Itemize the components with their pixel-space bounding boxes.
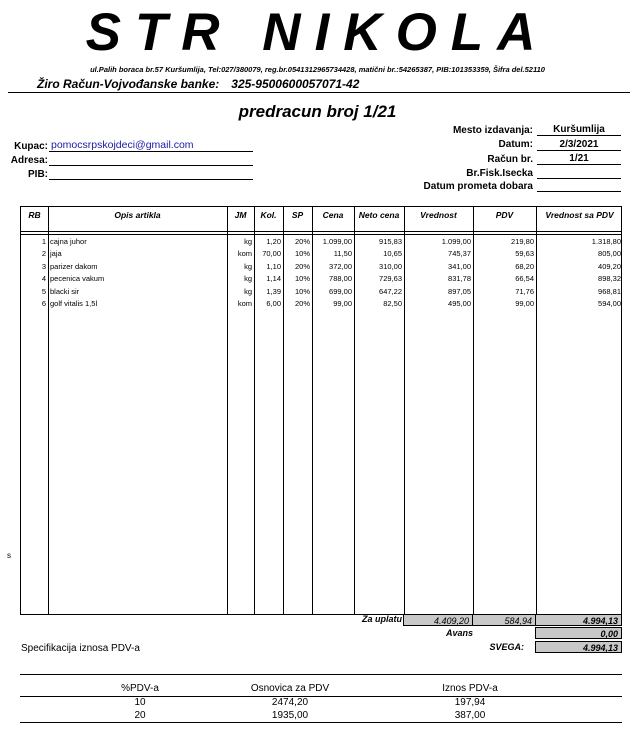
total-vrednost: 4.409,20 <box>403 614 473 626</box>
cell-rb: 4 <box>41 274 46 284</box>
company-name: STR NIKOLA <box>85 3 550 62</box>
mesto-value: Kuršumlija <box>537 124 621 136</box>
spec-top-rule <box>20 674 622 675</box>
cell-rb: 6 <box>41 299 46 308</box>
col-header-cena: Cena <box>322 210 344 220</box>
side-mark: s <box>7 551 11 560</box>
cell-vsp: 409,20 <box>598 261 621 271</box>
cell-sp: 10% <box>294 286 310 296</box>
col-header-rb: RB <box>28 210 41 220</box>
cell-kol: 70,00 <box>262 249 281 259</box>
spec-cell: 2474,20 <box>271 697 309 708</box>
cell-kol: 1,14 <box>266 274 281 284</box>
cell-opis: jaja <box>50 249 62 259</box>
cell-cena: 699,00 <box>329 286 352 296</box>
spec-header-osnovica: Osnovica za PDV <box>250 683 330 694</box>
col-header-sp: SP <box>291 210 304 220</box>
cell-sp: 20% <box>294 299 310 308</box>
adresa-label: Adresa: <box>10 155 48 166</box>
racun-value: 1/21 <box>537 153 621 165</box>
pib-line <box>49 179 253 180</box>
cell-kol: 6,00 <box>266 299 281 308</box>
cell-pdv: 99,00 <box>515 299 534 308</box>
cell-vsp: 594,00 <box>598 299 621 308</box>
cell-vrednost: 831,78 <box>448 274 471 284</box>
cell-sp: 10% <box>294 249 310 259</box>
cell-neto: 915,83 <box>379 237 402 246</box>
cell-opis: golf vitalis 1,5l <box>50 299 98 308</box>
total-ukupno: 4.994,13 <box>535 614 622 626</box>
spec-header-iznos: Iznos PDV-a <box>442 683 498 694</box>
cell-vrednost: 897,05 <box>448 286 471 296</box>
racun-label: Račun br. <box>487 154 533 165</box>
promet-label: Datum prometa dobara <box>423 181 533 192</box>
cell-pdv: 59,63 <box>515 249 534 259</box>
spec-cell: 387,00 <box>454 710 486 721</box>
cell-jm: kom <box>237 299 252 308</box>
cell-pdv: 66,54 <box>515 274 534 284</box>
cell-sp: 20% <box>294 237 310 246</box>
cell-pdv: 68,20 <box>515 261 534 271</box>
items-table <box>20 206 622 615</box>
cell-pdv: 71,76 <box>515 286 534 296</box>
cell-neto: 10,65 <box>383 249 402 259</box>
kupac-email[interactable]: pomocsrpskojdeci@gmail.com <box>51 139 194 151</box>
spec-title: Specifikacija iznosa PDV-a <box>21 643 140 654</box>
cell-neto: 647,22 <box>379 286 402 296</box>
cell-vrednost: 495,00 <box>448 299 471 308</box>
adresa-line <box>49 165 253 166</box>
cell-pdv: 219,80 <box>511 237 534 246</box>
spec-bottom-rule <box>20 722 622 723</box>
cell-opis: cajna juhor <box>50 237 87 246</box>
cell-rb: 2 <box>41 249 46 259</box>
cell-rb: 5 <box>41 286 46 296</box>
col-header-kol: Kol. <box>260 210 277 220</box>
svega-value: 4.994,13 <box>535 641 622 653</box>
cell-jm: kg <box>244 237 252 246</box>
cell-neto: 729,63 <box>379 274 402 284</box>
cell-neto: 82,50 <box>383 299 402 308</box>
pib-label: PIB: <box>28 169 48 180</box>
cell-sp: 20% <box>294 261 310 271</box>
bank-account: 325-9500600057071-42 <box>231 77 360 91</box>
kupac-line <box>49 151 253 152</box>
cell-vsp: 968,81 <box>598 286 621 296</box>
company-address: ul.Palih boraca br.57 Kuršumlija, Tel:027/380079, reg.br.0541312965734428, matični br.:54265387, PIB:101353359, Šifra del.52110 <box>90 65 545 74</box>
datum-label: Datum: <box>498 139 533 150</box>
total-pdv: 584,94 <box>472 614 536 626</box>
cell-opis: pecenica vakum <box>50 274 105 284</box>
spec-cell: 10 <box>134 697 146 708</box>
cell-opis: parizer dakom <box>50 261 98 271</box>
promet-line <box>537 191 621 192</box>
col-header-opis: Opis artikla <box>114 210 161 220</box>
cell-jm: kg <box>244 286 252 296</box>
cell-kol: 1,20 <box>266 237 281 246</box>
cell-cena: 99,00 <box>333 299 352 308</box>
fisk-line <box>537 178 621 179</box>
za-uplatu-label: Za uplatu <box>362 614 402 624</box>
fisk-label: Br.Fisk.Isecka <box>466 168 533 179</box>
col-header-vrednost: Vrednost <box>420 210 457 220</box>
col-header-jm: JM <box>234 210 247 220</box>
cell-vsp: 898,32 <box>598 274 621 284</box>
cell-vsp: 805,00 <box>598 249 621 259</box>
cell-rb: 1 <box>41 237 46 246</box>
cell-cena: 372,00 <box>329 261 352 271</box>
cell-cena: 788,00 <box>329 274 352 284</box>
cell-sp: 10% <box>294 274 310 284</box>
cell-vsp: 1.318,80 <box>591 237 621 246</box>
bank-label: Žiro Račun-Vojvođanske banke: <box>37 77 220 91</box>
spec-header-pct: %PDV-a <box>121 683 159 694</box>
cell-cena: 11,50 <box>333 249 352 259</box>
kupac-label: Kupac: <box>14 141 48 152</box>
avans-value: 0,00 <box>535 627 622 639</box>
cell-kol: 1,10 <box>266 261 281 271</box>
document-title: predracun broj 1/21 <box>238 102 397 121</box>
cell-jm: kg <box>244 274 252 284</box>
cell-jm: kg <box>244 261 252 271</box>
header-divider <box>8 92 630 93</box>
cell-rb: 3 <box>41 261 46 271</box>
cell-opis: blacki sir <box>50 286 80 296</box>
col-header-pdv: PDV <box>495 210 514 220</box>
cell-vrednost: 745,37 <box>448 249 471 259</box>
spec-cell: 1935,00 <box>271 710 309 721</box>
svega-label: SVEGA: <box>489 642 524 652</box>
cell-neto: 310,00 <box>379 261 402 271</box>
spec-cell: 20 <box>134 710 146 721</box>
datum-value: 2/3/2021 <box>537 139 621 151</box>
bank-info <box>37 77 359 91</box>
avans-label: Avans <box>445 628 473 638</box>
mesto-label: Mesto izdavanja: <box>452 125 533 136</box>
cell-cena: 1.099,00 <box>322 237 352 246</box>
col-header-neto: Neto cena <box>358 210 400 220</box>
cell-jm: kom <box>237 249 252 259</box>
cell-vrednost: 1.099,00 <box>441 237 471 246</box>
cell-kol: 1,39 <box>266 286 281 296</box>
spec-cell: 197,94 <box>454 697 486 708</box>
cell-vrednost: 341,00 <box>448 261 471 271</box>
col-header-vsp: Vrednost sa PDV <box>545 210 614 220</box>
